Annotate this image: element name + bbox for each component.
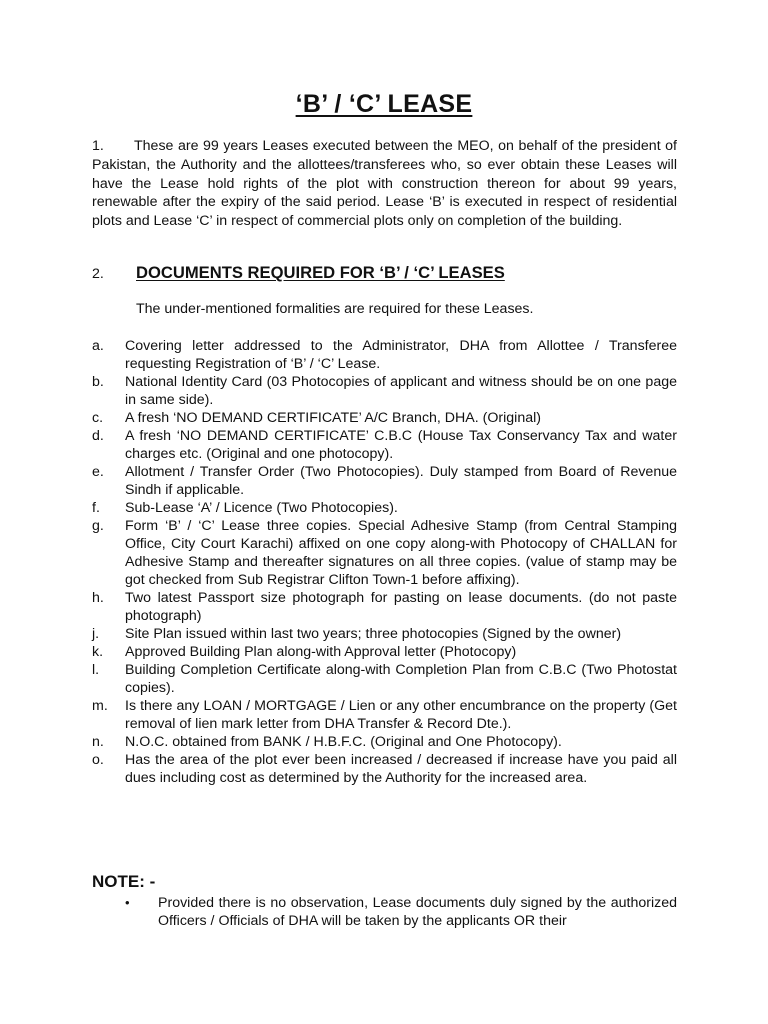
requirement-letter: a. xyxy=(92,338,104,354)
section-2-heading: DOCUMENTS REQUIRED FOR ‘B’ / ‘C’ LEASES xyxy=(136,263,505,282)
requirements-list xyxy=(92,337,677,787)
requirement-text: Two latest Passport size photograph for pasting on lease documents. (do not paste photograph) xyxy=(125,590,677,624)
requirement-text: N.O.C. obtained from BANK / H.B.F.C. (Original and One Photocopy). xyxy=(125,734,562,750)
requirement-letter: m. xyxy=(92,698,108,714)
requirement-text: Covering letter addressed to the Administrator, DHA from Allottee / Transferee requesting Registration of ‘B’ / ‘C’ Lease. xyxy=(125,338,677,372)
requirement-text: Site Plan issued within last two years; three photocopies (Signed by the owner) xyxy=(125,626,622,642)
requirement-letter: n. xyxy=(92,734,104,750)
paragraph-1 xyxy=(92,137,677,231)
requirement-letter: f. xyxy=(92,500,100,516)
requirement-letter: l. xyxy=(92,662,100,678)
paragraph-1-number: 1. xyxy=(92,138,104,154)
note-item xyxy=(92,894,677,930)
requirement-letter: o. xyxy=(92,752,104,768)
requirement-item xyxy=(92,661,677,697)
section-2-intro: The under-mentioned formalities are required for these Leases. xyxy=(136,301,534,317)
requirement-item xyxy=(92,625,677,643)
section-2-header xyxy=(92,263,677,285)
requirement-text: Allotment / Transfer Order (Two Photocopies). Duly stamped from Board of Revenue Sindh if applicable. xyxy=(125,464,677,498)
requirement-text: Sub-Lease ‘A’ / Licence (Two Photocopies). xyxy=(125,500,398,516)
note-list xyxy=(92,894,677,930)
requirement-letter: j. xyxy=(92,626,100,642)
document-title: ‘B’ / ‘C’ LEASE xyxy=(295,90,473,118)
requirement-item xyxy=(92,427,677,463)
section-2-number: 2. xyxy=(92,266,104,282)
requirement-text: Building Completion Certificate along-with Completion Plan from C.B.C (Two Photostat copies). xyxy=(125,662,677,696)
requirement-item xyxy=(92,733,677,751)
requirement-text: A fresh ‘NO DEMAND CERTIFICATE’ C.B.C (House Tax Conservancy Tax and water charges etc. (Original and one photocopy). xyxy=(125,428,677,462)
requirement-item xyxy=(92,337,677,373)
requirement-item xyxy=(92,643,677,661)
requirement-item xyxy=(92,517,677,589)
requirement-item xyxy=(92,499,677,517)
requirement-text: A fresh ‘NO DEMAND CERTIFICATE’ A/C Branch, DHA. (Original) xyxy=(125,410,541,426)
requirement-text: National Identity Card (03 Photocopies of applicant and witness should be on one page in same side). xyxy=(125,374,677,408)
requirement-letter: e. xyxy=(92,464,104,480)
requirement-letter: b. xyxy=(92,374,104,390)
requirement-text: Approved Building Plan along-with Approval letter (Photocopy) xyxy=(125,644,517,660)
requirement-item xyxy=(92,373,677,409)
requirement-letter: g. xyxy=(92,518,104,534)
requirement-item xyxy=(92,751,677,787)
requirement-letter: h. xyxy=(92,590,104,606)
paragraph-1-text: These are 99 years Leases executed between the MEO, on behalf of the president of Pakistan, the Authority and the allottees/transferees who, so ever obtain these Leases will have the Lease hold rights of the plot with construction thereon for about 99 years, renewable after the expiry of the said period. Lease ‘B’ is executed in respect of residential plots and Lease ‘C’ in respect of commercial plots only on completion of the building. xyxy=(92,138,677,230)
requirement-item xyxy=(92,409,677,427)
note-title: NOTE: - xyxy=(92,872,156,891)
requirement-item xyxy=(92,697,677,733)
requirement-letter: k. xyxy=(92,644,104,660)
requirement-text: Form ‘B’ / ‘C’ Lease three copies. Special Adhesive Stamp (from Central Stamping Office, City Court Karachi) affixed on one copy along-with Photocopy of CHALLAN for Adhesive Stamp and thereafter signatures on all three copies. (value of stamp may be got checked from Sub Registrar Clifton Town-1 before affixing). xyxy=(125,518,677,588)
note-text: Provided there is no observation, Lease documents duly signed by the authorized Officers / Officials of DHA will be taken by the applicants OR their xyxy=(158,895,677,929)
requirement-letter: d. xyxy=(92,428,104,444)
requirement-item xyxy=(92,589,677,625)
requirement-text: Has the area of the plot ever been increased / decreased if increase have you paid all dues including cost as determined by the Authority for the increased area. xyxy=(125,752,677,786)
bullet-icon: • xyxy=(125,895,130,910)
requirement-text: Is there any LOAN / MORTGAGE / Lien or any other encumbrance on the property (Get removal of lien mark letter from DHA Transfer & Record Dte.). xyxy=(125,698,677,732)
requirement-item xyxy=(92,463,677,499)
requirement-letter: c. xyxy=(92,410,104,426)
